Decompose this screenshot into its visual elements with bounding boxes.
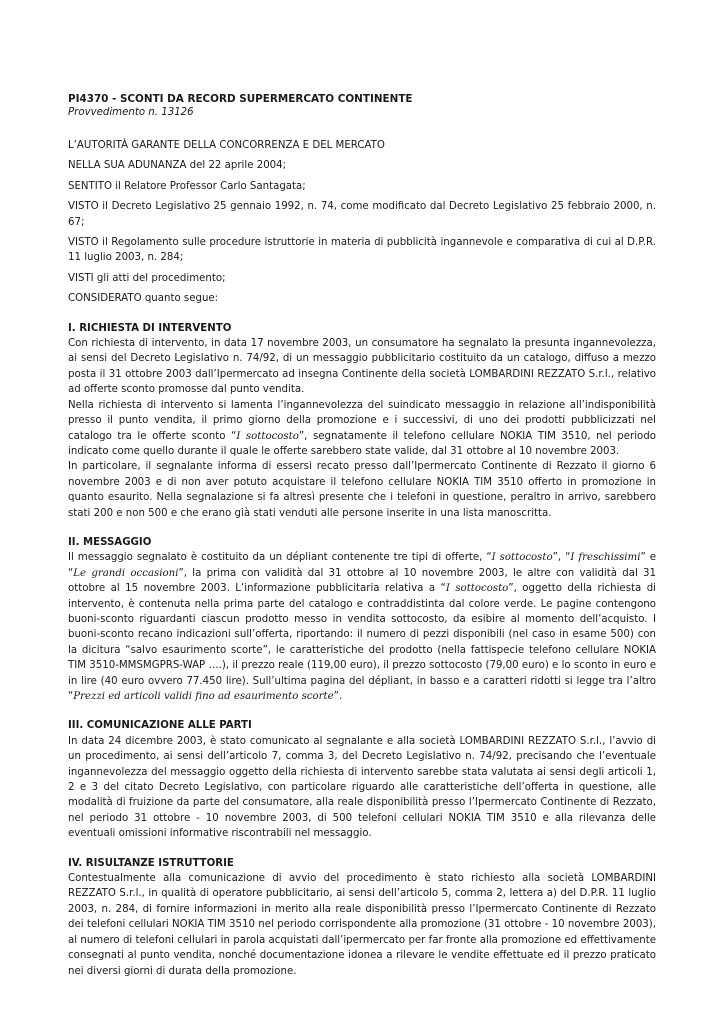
- section-messaggio: [68, 535, 656, 704]
- italic-run: I sottocosto: [491, 552, 553, 564]
- section-richiesta-intervento: [68, 321, 656, 521]
- section-heading: II. MESSAGGIO: [68, 536, 152, 548]
- preamble-decree: VISTO il Decreto Legislativo 25 gennaio 1992, n. 74, come modificato dal Decreto Legislativo 25 febbraio 2000, n. 67;: [68, 201, 656, 228]
- preamble: [68, 138, 656, 307]
- preamble-regulation: VISTO il Regolamento sulle procedure istruttorie in materia di pubblicità ingannevole e comparativa di cui al D.P.R. 11 luglio 2003, n. 284;: [68, 237, 656, 264]
- preamble-considered: CONSIDERATO quanto segue:: [68, 293, 219, 305]
- italic-run: I freschissimi: [570, 552, 641, 564]
- text-run: ” e “: [68, 552, 656, 579]
- preamble-authority: L’AUTORITÀ GARANTE DELLA CONCORRENZA E DEL MERCATO: [68, 140, 385, 151]
- paragraph: Con richiesta di intervento, in data 17 novembre 2003, un consumatore ha segnalato la presunta ingannevolezza, ai sensi del Decreto Legislativo n. 74/92, di un messaggio pubblicitario costituito da un catalogo, diffuso a mezzo posta il 31 ottobre 2003 dall’Ipermercato ad insegna Continente della società LOMBARDINI REZZATO S.r.l., relativo ad offerte sconto promosse dal punto vendita.: [68, 338, 656, 396]
- section-risultanze-istruttorie: [68, 856, 656, 979]
- section-heading: III. COMUNICAZIONE ALLE PARTI: [68, 720, 252, 732]
- text-run: ”, oggetto della richiesta di intervento, è contenuta nella prima parte del catalogo e contraddistinta dal colore verde. Le pagine contengono buoni-sconto riguardanti ciascun prodotto messo in vendita sottocosto, da esibire al momento dell’acquisto. I buoni-sconto recano indicazioni sull’offerta, riportando: il numero di pezzi disponibili (nel caso in esame 500) con la dicitura “salvo esaurimento scorte”, le caratteristiche del prodotto (nella fattispecie telefono cellulare NOKIA TIM 3510-MMSMGPRS-WAP ….), il prezzo reale (119,00 euro), il prezzo sottocosto (79,00 euro) e lo sconto in euro e in lire (40 euro ovvero 77.450 lire). Sull’ultima pagina del dépliant, in basso e a caratteri ridotti si legge tra l’altro “: [68, 583, 656, 702]
- text-run: Il messaggio segnalato è costituito da un dépliant contenente tre tipi di offerte, “: [68, 552, 492, 564]
- text-run: ”.: [333, 691, 343, 702]
- section-heading: I. RICHIESTA DI INTERVENTO: [68, 322, 232, 334]
- preamble-acts: VISTI gli atti del procedimento;: [68, 272, 226, 284]
- text-run: ”, “: [552, 552, 571, 564]
- italic-run: I sottocosto: [445, 583, 509, 595]
- italic-run: Prezzi ed articoli validi fino ad esaurimento scorte: [73, 691, 334, 702]
- italic-run: I sottocosto: [236, 430, 299, 442]
- text-run: Nella richiesta di intervento si lamenta l’ingannevolezza del suindicato messaggio in relazione all’indisponibilità presso il punto vendita, il primo giorno della promozione e i successivi, di uno dei prodotti pubblicizzati nel catalogo tra le offerte sconto “: [68, 399, 656, 442]
- document-title: PI4370 - SCONTI DA RECORD SUPERMERCATO CONTINENTE: [68, 93, 413, 105]
- paragraph: [68, 398, 656, 460]
- section-comunicazione-parti: [68, 718, 656, 841]
- text-run: ”, segnatamente il telefono cellulare NOKIA TIM 3510, nel periodo indicato come quello durante il quale le offerte sarebbero state valide, dal 31 ottobre al 10 novembre 2003.: [68, 430, 656, 457]
- italic-run: Le grandi occasioni: [73, 567, 179, 579]
- text-run: ”, la prima con validità dal 31 ottobre al 10 novembre 2003, le altre con validità dal 31 ottobre al 15 novembre 2003. L’informazione pubblicitaria relativa a “: [68, 567, 656, 595]
- document-subtitle: Provvedimento n. 13126: [68, 107, 194, 118]
- paragraph: In particolare, il segnalante informa di essersi recato presso dall’Ipermercato Continente di Rezzato il giorno 6 novembre 2003 e di non aver potuto acquistare il telefono cellulare NOKIA TIM 3510 offerto in promozione in quanto esaurito. Nella segnalazione si fa altresì presente che i telefoni in questione, peraltro in arrivo, sarebbero stati 200 e non 500 e che erano già stati venduti alle persone inserite in una lista manoscritta.: [68, 461, 656, 519]
- preamble-meeting: NELLA SUA ADUNANZA del 22 aprile 2004;: [68, 160, 287, 172]
- paragraph: [68, 550, 656, 704]
- paragraph: In data 24 dicembre 2003, è stato comunicato al segnalante e alla società LOMBARDINI REZZATO S.r.l., l’avvio di un procedimento, ai sensi dell’articolo 7, comma 3, del Decreto Legislativo n. 74/92, precisando che l’eventuale ingannevolezza del messaggio oggetto della richiesta di intervento sarebbe stata valutata ai sensi degli articoli 1, 2 e 3 del citato Decreto Legislativo, con particolare riguardo alle caratteristiche dell’offerta in questione, alle modalità di fruizione da parte del consumatore, alla reale disponibilità presso l’Ipermercato Continente di Rezzato, nel periodo 31 ottobre - 10 novembre 2003, di 500 telefoni cellulari NOKIA TIM 3510 e alla rilevanza delle eventuali omissioni informative riscontrabili nel messaggio.: [68, 735, 656, 840]
- preamble-rapporteur: SENTITO il Relatore Professor Carlo Santagata;: [68, 180, 306, 192]
- document-page: [68, 92, 656, 993]
- section-heading: IV. RISULTANZE ISTRUTTORIE: [68, 857, 234, 869]
- paragraph: Contestualmente alla comunicazione di avvio del procedimento è stato richiesto alla società LOMBARDINI REZZATO S.r.l., in qualità di operatore pubblicitario, ai sensi dell’articolo 5, comma 2, lettera a) del D.P.R. 11 luglio 2003, n. 284, di fornire informazioni in merito alla reale disponibilità presso l’Ipermercato Continente di Rezzato dei telefoni cellulari NOKIA TIM 3510 nel periodo corrispondente alla promozione (31 ottobre - 10 novembre 2003), al numero di telefoni cellulari in parola acquistati dall’ipermercato per far fronte alla promozione ed effettivamente consegnati al punto vendita, nonché documentazione idonea a rilevare le vendite effettuate ed il prezzo praticato nei diversi giorni di durata della promozione.: [68, 873, 656, 977]
